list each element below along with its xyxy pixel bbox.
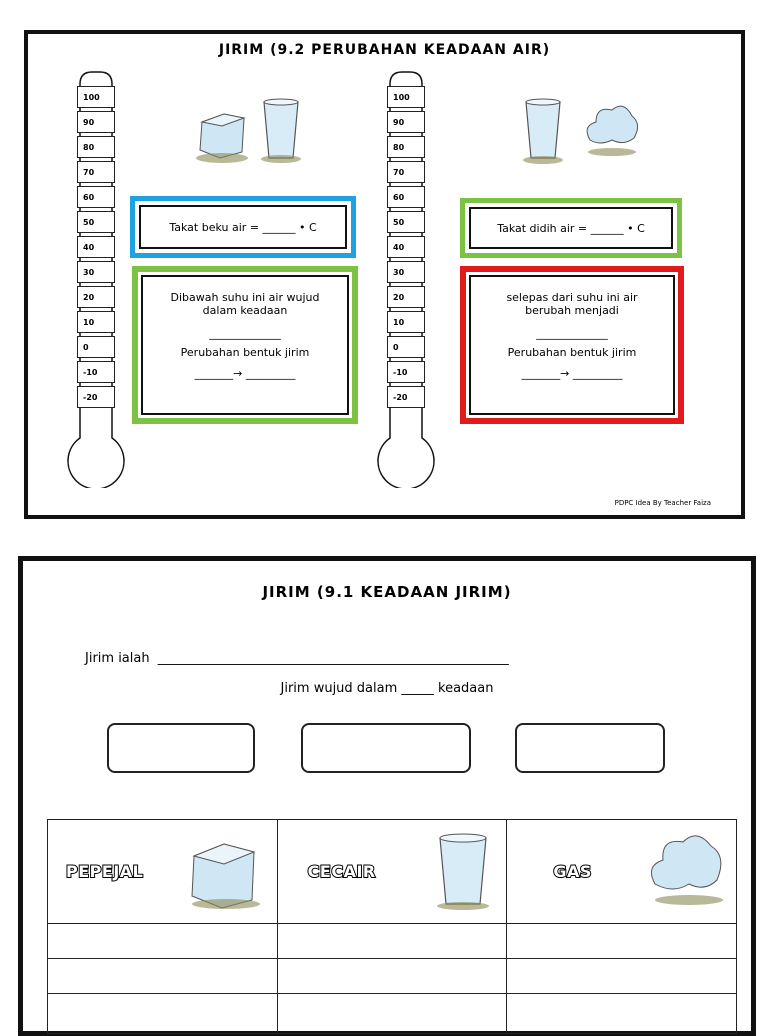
header-cell-gas — [507, 820, 737, 924]
state-blank: _____________ — [209, 327, 281, 340]
answer-box-3[interactable] — [515, 723, 665, 773]
scale-mark: 40 — [77, 236, 115, 258]
table-cell[interactable] — [507, 959, 737, 994]
glass-of-water-icon — [523, 99, 563, 164]
definition-label: Jirim ialah — [85, 651, 150, 666]
definition-line — [85, 651, 509, 666]
freezing-point-text: Takat beku air = ______ • C — [169, 220, 317, 234]
scale-mark: -10 — [387, 361, 425, 383]
table-cell[interactable] — [48, 959, 278, 994]
vapour-cloud-icon — [645, 826, 731, 916]
header-cell-solid — [48, 820, 278, 924]
states-count-line: Jirim wujud dalam _____ keadaan — [280, 681, 494, 696]
scale-mark: 90 — [77, 111, 115, 133]
table-header-row — [48, 820, 737, 924]
scale-mark: 60 — [77, 186, 115, 208]
definition-blank: ______________________________________________________ — [157, 651, 509, 666]
table-row — [48, 924, 737, 959]
scale-mark: 50 — [387, 211, 425, 233]
scale-mark: 0 — [387, 336, 425, 358]
state-arrow: _______→ _________ — [521, 367, 623, 380]
state-label: PEPEJAL — [66, 862, 144, 881]
thermometer-right — [374, 68, 438, 488]
table-cell[interactable] — [507, 994, 737, 1034]
scale-mark: 0 — [77, 336, 115, 358]
state-line3: Perubahan bentuk jirim — [180, 346, 310, 359]
table-cell[interactable] — [48, 924, 278, 959]
states-table — [47, 819, 737, 1034]
ice-cube-and-glass-illustration — [194, 96, 304, 164]
worksheet-top — [24, 30, 745, 519]
scale-mark: 20 — [387, 286, 425, 308]
worksheet-bottom — [18, 556, 756, 1036]
ice-cube-icon — [188, 834, 268, 910]
table-row — [48, 994, 737, 1034]
state-above-temperature-box — [460, 266, 684, 424]
state-line1: Dibawah suhu ini air wujud — [170, 291, 320, 304]
worksheet-title-bottom: JIRIM (9.1 KEADAAN JIRIM) — [262, 583, 512, 601]
scale-mark: 50 — [77, 211, 115, 233]
scale-mark: 30 — [77, 261, 115, 283]
scale-mark: 70 — [77, 161, 115, 183]
scale-mark: 10 — [77, 311, 115, 333]
state-line2: berubah menjadi — [525, 304, 619, 317]
scale-mark: -20 — [387, 386, 425, 408]
table-cell[interactable] — [507, 924, 737, 959]
thermometer-left — [64, 68, 128, 488]
credit-text: PDPC Idea By Teacher Faiza — [614, 499, 711, 507]
freezing-point-box — [130, 196, 356, 258]
boiling-point-text: Takat didih air = ______ • C — [497, 221, 645, 235]
scale-mark: 100 — [77, 86, 115, 108]
scale-mark: 60 — [387, 186, 425, 208]
state-line1: selepas dari suhu ini air — [506, 291, 638, 304]
scale-mark: 80 — [387, 136, 425, 158]
scale-mark: 20 — [77, 286, 115, 308]
scale-mark: 70 — [387, 161, 425, 183]
table-cell[interactable] — [277, 959, 507, 994]
state-below-temperature-box — [132, 266, 358, 424]
scale-mark: -20 — [77, 386, 115, 408]
scale-mark: 40 — [387, 236, 425, 258]
boiling-point-box — [460, 198, 682, 258]
scale-mark: 10 — [387, 311, 425, 333]
scale-mark: 90 — [387, 111, 425, 133]
scale-mark: 80 — [77, 136, 115, 158]
state-line3: Perubahan bentuk jirim — [507, 346, 637, 359]
state-label: GAS — [553, 862, 592, 881]
state-line2: dalam keadaan — [202, 304, 288, 317]
scale-mark: 30 — [387, 261, 425, 283]
vapour-cloud-icon — [587, 106, 637, 156]
table-cell[interactable] — [48, 994, 278, 1034]
glass-of-water-icon — [261, 99, 301, 163]
worksheet-title-top: JIRIM (9.2 PERUBAHAN KEADAAN AIR) — [218, 42, 551, 58]
scale-mark: 100 — [387, 86, 425, 108]
glass-and-vapour-illustration — [520, 96, 640, 168]
answer-box-1[interactable] — [107, 723, 255, 773]
table-row — [48, 959, 737, 994]
scale-mark: -10 — [77, 361, 115, 383]
state-blank: _____________ — [536, 327, 608, 340]
ice-cube-icon — [196, 114, 248, 163]
state-arrow: _______→ _________ — [194, 367, 296, 380]
table-cell[interactable] — [277, 994, 507, 1034]
table-cell[interactable] — [277, 924, 507, 959]
header-cell-liquid — [277, 820, 507, 924]
glass-of-water-icon — [434, 832, 494, 912]
answer-box-2[interactable] — [301, 723, 471, 773]
state-label: CECAIR — [307, 862, 376, 881]
